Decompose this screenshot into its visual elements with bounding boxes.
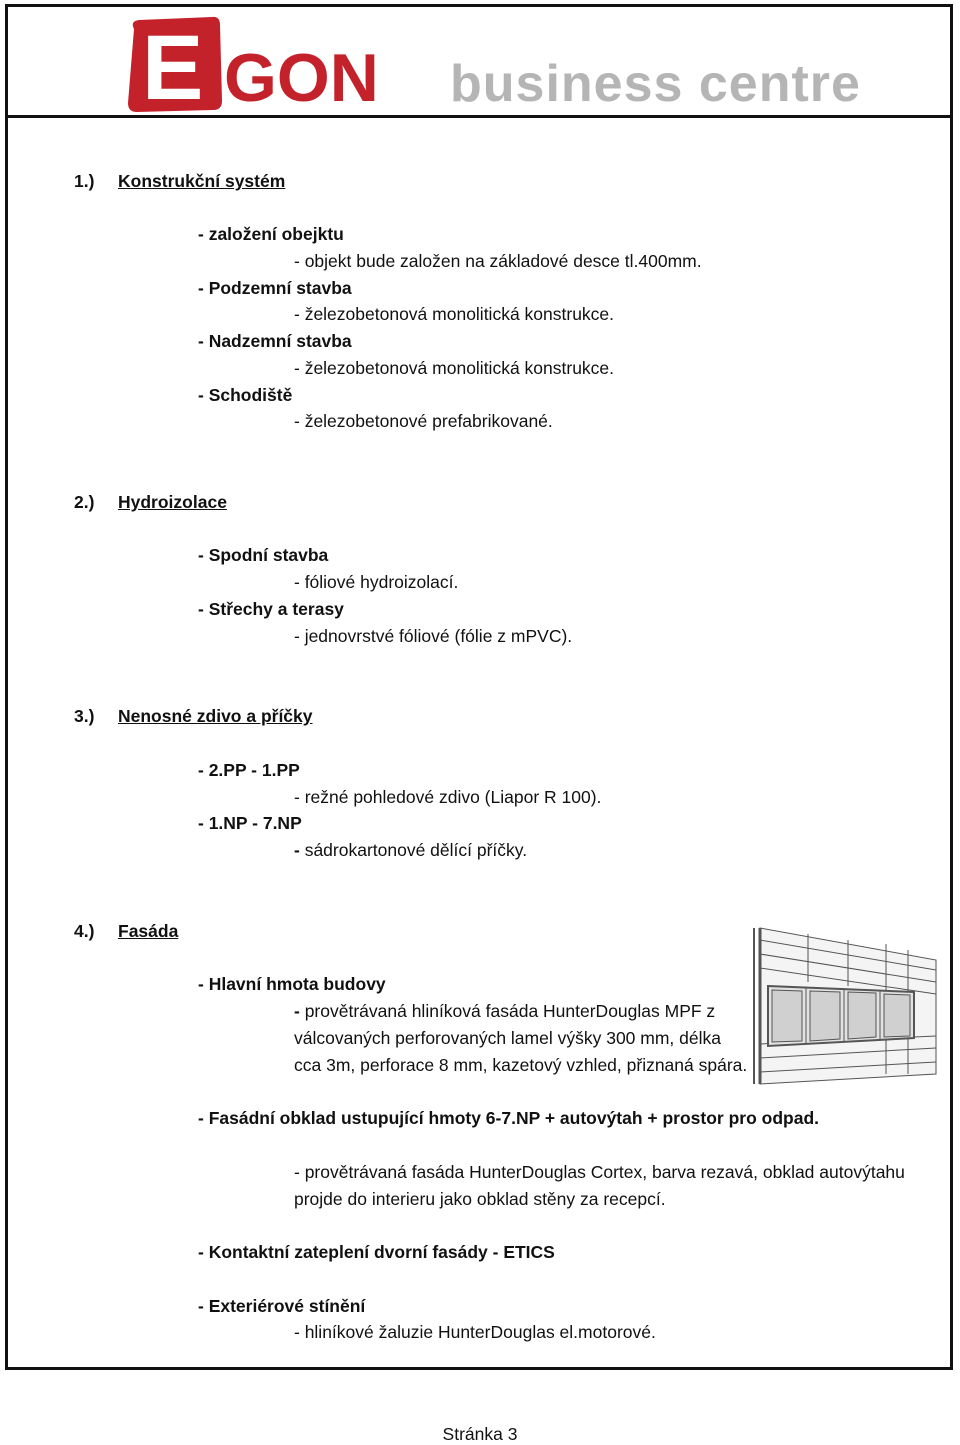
section-4-title: Fasáda [118,921,179,941]
page-number: Stránka 3 [442,1424,518,1444]
section-1-title: Konstrukční systém [118,171,286,191]
item-label: - Střechy a terasy [198,599,344,619]
section-3-number: 3.) [74,706,95,726]
item-detail: - fóliové hydroizolací. [294,572,459,592]
item-detail: - železobetonová monolitická konstrukce. [294,358,615,378]
item-detail: - železobetonová monolitická konstrukce. [294,304,615,324]
item-label: - Hlavní hmota budovy [198,974,386,994]
item-label: - založení obejktu [198,224,344,244]
item-detail: - provětrávaná fasáda HunterDouglas Cortex, barva rezavá, obklad autovýtahu projde do interieru jako obklad stěny za recepcí. [294,1162,905,1209]
egon-logo [120,15,870,113]
logo-tagline: business centre [450,55,861,113]
item-label: - Spodní stavba [198,545,329,565]
item-label: - 2.PP - 1.PP [198,760,300,780]
logo-letter: E [142,17,204,113]
item-label: - Fasádní obklad ustupující hmoty 6-7.NP + autovýtah + prostor pro odpad. [198,1108,820,1128]
item-detail: - železobetonové prefabrikované. [294,411,553,431]
item-detail: - režné pohledové zdivo (Liapor R 100). [294,787,602,807]
detail-text: sádrokartonové dělící příčky. [299,840,528,860]
section-3-title: Nenosné zdivo a příčky [118,706,313,726]
section-2-title: Hydroizolace [118,492,227,512]
header [8,7,950,118]
detail-dash: - [294,840,300,860]
item-detail: - jednovrstvé fóliové (fólie z mPVC). [294,626,573,646]
detail-text: provětrávaná hliníková fasáda HunterDouglas MPF z válcovaných perforovaných lamel výšky 300 mm, délka cca 3m, perforace 8 mm, kazetový vzhled, přiznaná spára. [294,1001,748,1075]
item-detail [294,998,752,1078]
section-1-number: 1.) [74,171,95,191]
item-label: - Podzemní stavba [198,278,352,298]
item-label: - Kontaktní zateplení dvorní fasády - ETICS [198,1242,555,1262]
item-label: - 1.NP - 7.NP [198,813,302,833]
item-label: - Nadzemní stavba [198,331,352,351]
item-label: - Exteriérové stínění [198,1296,366,1316]
item-detail: - objekt bude založen na základové desce tl.400mm. [294,251,702,271]
item-label: - Schodiště [198,385,293,405]
item-detail [294,839,527,861]
detail-dash: - [294,1001,300,1021]
item-detail: - hliníkové žaluzie HunterDouglas el.motorové. [294,1322,656,1342]
section-2-number: 2.) [74,492,95,512]
facade-illustration [748,924,940,1088]
section-4-number: 4.) [74,921,95,941]
logo-word: GON [224,40,379,113]
